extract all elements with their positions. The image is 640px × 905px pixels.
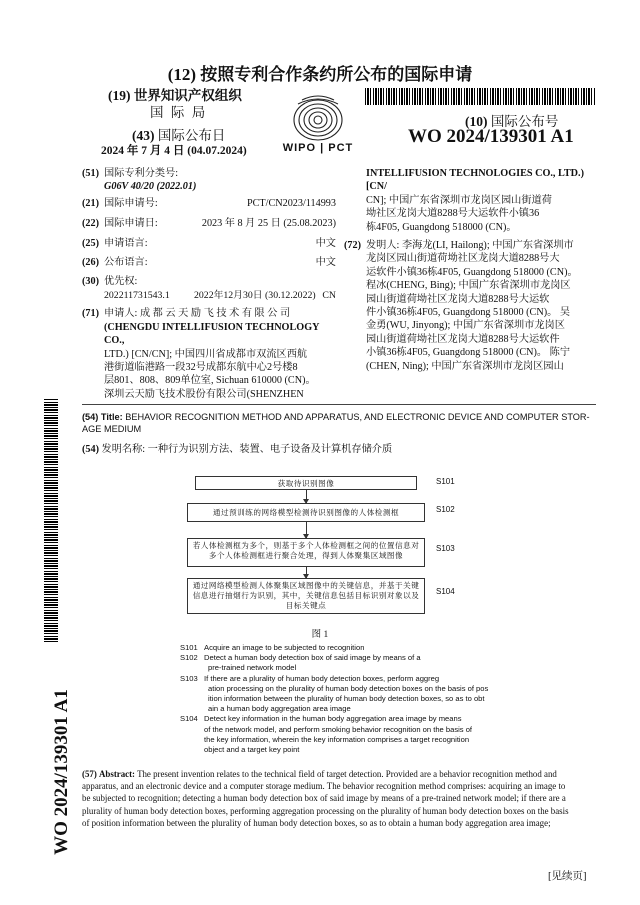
pubdate-code: (43)	[132, 128, 155, 143]
pubno-label-text: 国际公布号	[490, 114, 559, 129]
flow-label-s103: S103	[436, 544, 455, 553]
publication-number: WO 2024/139301 A1	[408, 126, 574, 147]
inventor-lines: 发明人: 李海龙(LI, Hailong); 中国广东省深圳市 龙岗区园山街道荷坳社区龙岗大道8288号大 运软件小镇36栋4F05, Guangdong 518000 (CN)。 程冰(CHENG, Bing); 中国广东省深圳市龙岗区 园山街道荷坳社区龙岗大道8288号大运软 件小镇36栋4F05, Guangdong 518000 (CN)。 吴 金勇(WU, Jinyong); 中国广东省深圳市龙岗区 园山街道荷坳社区龙岗大道8288号大运软件 小镇36栋4F05, Guangdong 518000 (CN)。 陈宁 (CHEN, Ning); 中国广东省深圳市龙岗区园山	[366, 240, 578, 372]
document-type-title: (12) 按照专利合作条约所公布的国际申请	[167, 65, 473, 84]
figure-label: 图 1	[311, 630, 329, 640]
abstract: (57) Abstract: The present invention relates to the technical field of target detection. Provided are a behavior recognition method and apparatus, and an electronic device and a computer storage medium. The behavior recognition method comprises: acquiring an image to be subjected to recognition; detecting a human body detection box of said image by means of a pre-trained network model; if there are a plurality of human body detection boxes, performing aggregation processing on the plurality of human body detection boxes on the basis of position information between the plurality of human body detection boxes, so as to obtain a human body aggregation area image;	[82, 769, 569, 828]
biblio-row-ipc: (51) 国际专利分类号:	[82, 168, 179, 179]
pubdate-label-text: 国际公布日	[157, 128, 226, 143]
biblio-row-pub-language: (26) 公布语言: 中文	[82, 257, 336, 269]
priority-country: CN	[322, 290, 336, 302]
biblio-row-filing-date: (22) 国际申请日: 2023 年 8 月 25 日 (25.08.2023)	[82, 218, 336, 230]
biblio-row-app-no: (21) 国际申请号: PCT/CN2023/114993	[82, 198, 336, 210]
wipo-logo	[276, 90, 360, 160]
priority-date: 2022年12月30日 (30.12.2022)	[194, 290, 316, 302]
biblio-row-priority: (30) 优先权:	[82, 276, 138, 288]
org-code: (19)	[108, 88, 131, 103]
biblio-row-filing-language: (25) 申请语言: 中文	[82, 238, 336, 250]
flow-arrow	[306, 490, 307, 503]
flow-box-s101: 获取待识别图像	[195, 476, 417, 490]
flow-label-s101: S101	[436, 477, 455, 486]
title-chinese: (54) 发明名称: 一种行为识别方法、装置、电子设备及计算机存储介质	[82, 444, 393, 455]
biblio-row-ipc-value: G06V 40/20 (2022.01)	[104, 181, 197, 193]
priority-number: 202211731543.1	[104, 290, 170, 302]
flow-label-s104: S104	[436, 587, 455, 596]
flowchart	[150, 470, 490, 640]
publication-date-value: 2024 年 7 月 4 日 (04.07.2024)	[101, 145, 247, 157]
flow-box-s104: 通过网络模型检测人体聚集区域图像中的关键信息，并基于关键信息进行抽烟行为识别，其中，关键信息包括目标识别对象以及目标关键点	[187, 578, 425, 614]
biblio-right	[344, 167, 596, 373]
pubno-code: (10)	[465, 114, 488, 129]
wipo-pct-text: WIPO | PCT	[282, 142, 354, 154]
org-name: 世界知识产权组织	[133, 88, 242, 103]
side-barcode	[44, 398, 58, 642]
inventor-block: (72) 发明人: 李海龙(LI, Hailong); 中国广东省深圳市 龙岗区园山街道荷坳社区龙岗大道8288号大 运软件小镇36栋4F05, Guangdong 518000 (CN)。 程冰(CHENG, Bing); 中国广东省深圳市龙岗区 园山街道荷坳社区龙岗大道8288号大运软 件小镇36栋4F05, Guangdong 518000 (CN)。 吴 金勇(WU, Jinyong); 中国广东省深圳市龙岗区 园山街道荷坳社区龙岗大道8288号大运软件 小镇36栋4F05, Guangdong 518000 (CN)。 陈宁 (CHEN, Ning); 中国广东省深圳市龙岗区园山	[344, 239, 596, 373]
see-continuation-link[interactable]: [见续页]	[548, 871, 587, 882]
publication-date-label	[132, 124, 225, 144]
step-descriptions: S101 Acquire an image to be subjected to recognition S102 Detect a human body detection box of said image by means of a pre-trained network model S103 If there are a plurality of human body detection boxes, perform aggreg ation processing on the plurality of human body detection boxes on the basis of pos ition information between the plurality of human body detection boxes, so as to obt ain a human body aggregation area image S104 Detect key information in the human body aggregation area image by means of the network model, and perform smoking behavior recognition on the basis of the key information, wherein the key information comprises a target recognition object and a target key point	[180, 643, 489, 754]
wipo-emblem-icon	[276, 90, 360, 146]
section-divider	[82, 404, 596, 405]
publication-barcode	[365, 88, 595, 105]
title-english: (54) Title: BEHAVIOR RECOGNITION METHOD AND APPARATUS, AND ELECTRONIC DEVICE AND COMPUTER STOR- AGE MEDIUM	[82, 412, 590, 434]
applicant-continued: INTELLIFUSION TECHNOLOGIES CO., LTD.) [CN/ CN]; 中国广东省深圳市龙岗区园山街道荷 坳社区龙岗大道8288号大运软件小镇36 栋4F05, Guangdong 518000 (CN)。	[366, 168, 584, 233]
side-publication-number: WO 2024/139301 A1	[51, 689, 72, 855]
priority-row	[82, 289, 336, 307]
biblio-left	[82, 167, 336, 401]
flow-arrow	[306, 522, 307, 538]
wipo-org-line2: 国 际 局	[150, 105, 208, 120]
flow-box-s103: 若人体检测框为多个，则基于多个人体检测框之间的位置信息对多个人体检测框进行聚合处理，得到人体聚集区域图像	[187, 538, 425, 567]
flow-arrow	[306, 567, 307, 578]
flow-box-s102: 通过预训练的网络模型检测待识别图像的人体检测框	[187, 503, 425, 522]
applicant-block: (71) 申请人: 成 都 云 天 励 飞 技 术 有 限 公 司 (CHENGDU INTELLIFUSION TECHNOLOGY CO., LTD.) [CN/CN]; 中国四川省成都市双流区西航 港街道临港路一段32号成都东航中心2号楼8 层801、808、809单位室, Sichuan 610000 (CN)。 深圳云天励飞技术股份有限公司(SHENZHEN	[82, 307, 336, 401]
applicant-lines: 申请人: 成 都 云 天 励 飞 技 术 有 限 公 司 (CHENGDU INTELLIFUSION TECHNOLOGY CO., LTD.) [CN/CN]; 中国四川省成都市双流区西航 港街道临港路一段32号成都东航中心2号楼8 层801、808、809单位室, Sichuan 610000 (CN)。 深圳云天励飞技术股份有限公司(SHENZHEN	[104, 308, 320, 400]
flow-label-s102: S102	[436, 505, 455, 514]
